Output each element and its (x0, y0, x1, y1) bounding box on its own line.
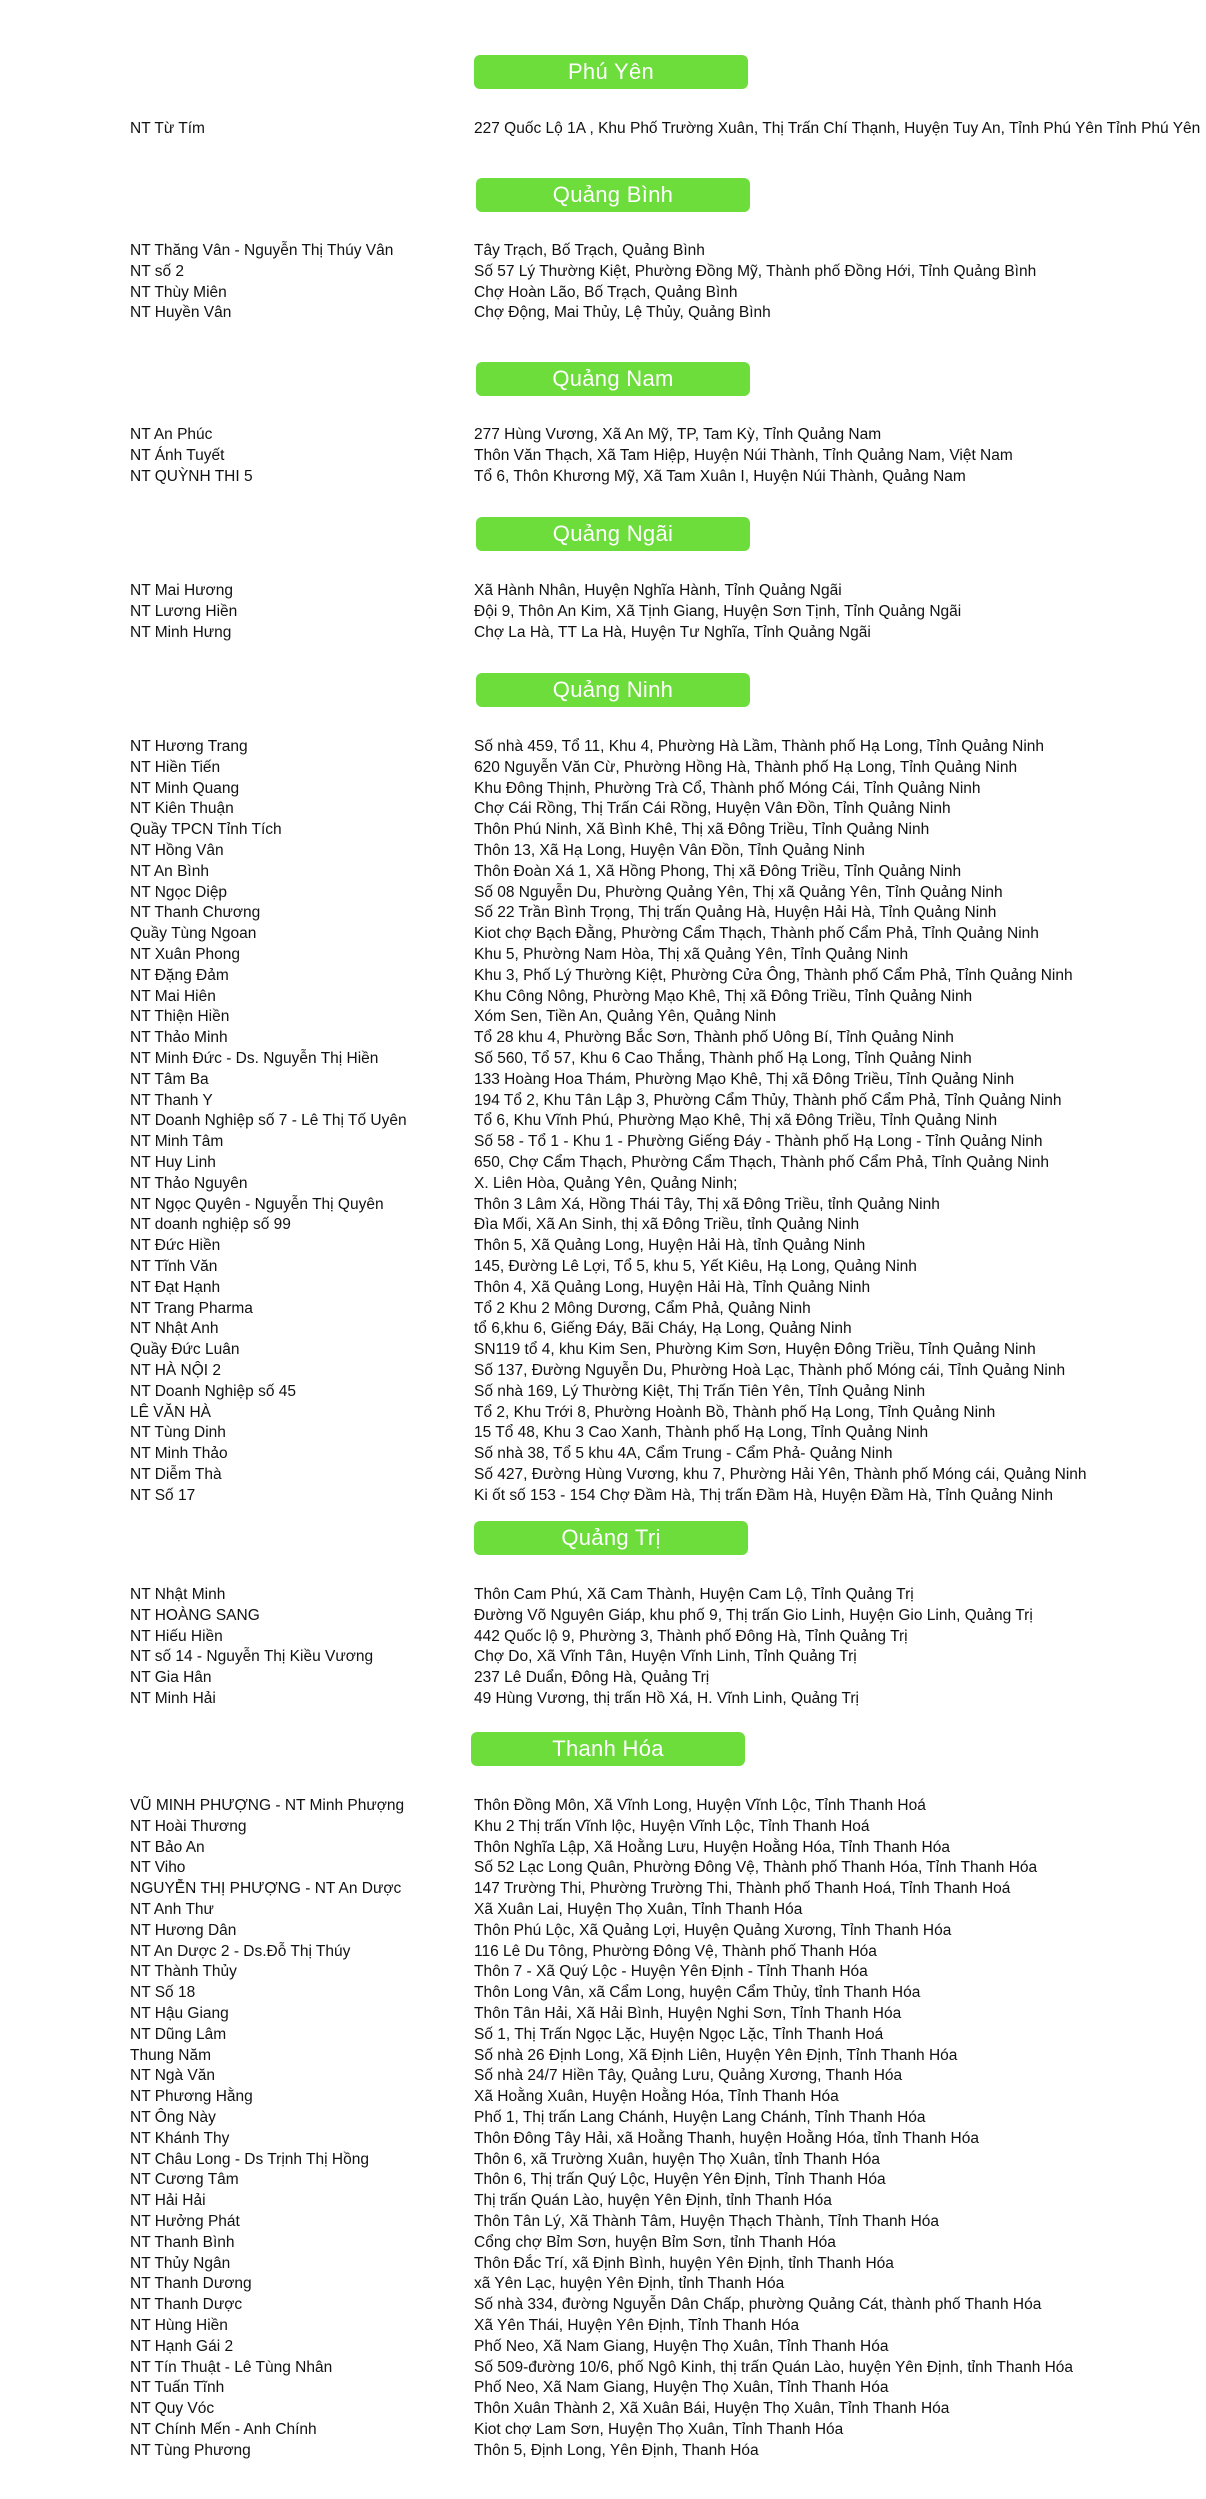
pharmacy-name: NT Thanh Chương (130, 904, 261, 922)
table-row (0, 1214, 1206, 1235)
pharmacy-name: NT Nhật Anh (130, 1320, 219, 1338)
pharmacy-address: Số 427, Đường Hùng Vương, khu 7, Phường Hải Yên, Thành phố Móng cái, Quảng Ninh (474, 1466, 1087, 1483)
pharmacy-address: Số 1, Thị Trấn Ngọc Lặc, Huyện Ngọc Lặc, Tỉnh Thanh Hoá (474, 2025, 884, 2043)
pharmacy-address: 650, Chợ Cẩm Thạch, Phường Cẩm Thạch, Thành phố Cẩm Phả, Tỉnh Quảng Ninh (474, 1154, 1049, 1171)
table-row (0, 1422, 1206, 1443)
pharmacy-address: Xã Hoằng Xuân, Huyện Hoằng Hóa, Tỉnh Thanh Hóa (474, 2088, 839, 2106)
pharmacy-address: Phố 1, Thị trấn Lang Chánh, Huyện Lang Chánh, Tỉnh Thanh Hóa (474, 2109, 926, 2126)
table-row (0, 1339, 1206, 1360)
pharmacy-address: Số 22 Trần Bình Trọng, Thị trấn Quảng Hà, Huyện Hải Hà, Tỉnh Quảng Ninh (474, 904, 997, 922)
pharmacy-name: LÊ VĂN HÀ (130, 1403, 211, 1421)
table-row (0, 1090, 1206, 1111)
pharmacy-address: Số nhà 459, Tổ 11, Khu 4, Phường Hà Lầm, Thành phố Hạ Long, Tỉnh Quảng Ninh (474, 738, 1045, 755)
pharmacy-name: NT Minh Hải (130, 1690, 216, 1707)
pharmacy-address: xã Yên Lạc, huyện Yên Định, tỉnh Thanh Hóa (474, 2275, 785, 2293)
pharmacy-name: NT Hương Trang (130, 738, 248, 755)
pharmacy-address: Chợ La Hà, TT La Hà, Huyện Tư Nghĩa, Tỉnh Quảng Ngãi (474, 623, 871, 641)
pharmacy-name: Quầy Tùng Ngoan (130, 925, 257, 943)
table-row (0, 2357, 1206, 2378)
pharmacy-address: Thôn Tân Hải, Xã Hải Bình, Huyện Nghi Sơn, Tỉnh Thanh Hóa (474, 2005, 902, 2022)
pharmacy-address: Số 137, Đường Nguyễn Du, Phường Hoà Lạc, Thành phố Móng cái, Tỉnh Quảng Ninh (474, 1362, 1066, 1379)
pharmacy-address: Thôn Đồng Môn, Xã Vĩnh Long, Huyện Vĩnh Lộc, Tỉnh Thanh Hoá (474, 1797, 926, 1814)
table-row (0, 1048, 1206, 1069)
pharmacy-address: Số 57 Lý Thường Kiệt, Phường Đồng Mỹ, Thành phố Đồng Hới, Tỉnh Quảng Bình (474, 262, 1037, 280)
pharmacy-address: Thôn 13, Xã Hạ Long, Huyện Vân Đồn, Tỉnh Quảng Ninh (474, 842, 865, 859)
pharmacy-name: NT doanh nghiệp số 99 (130, 1216, 291, 1234)
table-row (0, 2232, 1206, 2253)
pharmacy-address: Số nhà 334, đường Nguyễn Dân Chấp, phường Quảng Cát, thành phố Thanh Hóa (474, 2296, 1042, 2314)
pharmacy-address: 227 Quốc Lộ 1A , Khu Phố Trường Xuân, Thị Trấn Chí Thạnh, Huyện Tuy An, Tỉnh Phú Yên Tỉnh Phú Yên (474, 120, 1201, 137)
pharmacy-name: NT Đức Hiền (130, 1237, 221, 1255)
pharmacy-name: NT Từ Tím (130, 120, 205, 137)
pharmacy-name: NT Thủy Ngân (130, 2254, 231, 2272)
pharmacy-address: Khu 3, Phố Lý Thường Kiệt, Phường Cửa Ông, Thành phố Cẩm Phả, Tỉnh Quảng Ninh (474, 966, 1073, 984)
pharmacy-address: Thôn 6, Thị trấn Quý Lộc, Huyện Yên Định, Tỉnh Thanh Hóa (474, 2171, 886, 2189)
pharmacy-address: Thôn 5, Định Long, Yên Định, Thanh Hóa (474, 2441, 759, 2459)
table-row (0, 1961, 1206, 1982)
pharmacy-address: Phố Neo, Xã Nam Giang, Huyện Thọ Xuân, Tỉnh Thanh Hóa (474, 2379, 889, 2397)
table-row (0, 1277, 1206, 1298)
pharmacy-name: Quầy Đức Luân (130, 1341, 240, 1359)
table-row (0, 1256, 1206, 1277)
table-row (0, 1443, 1206, 1464)
pharmacy-address: Khu 5, Phường Nam Hòa, Thị xã Quảng Yên, Tỉnh Quảng Ninh (474, 946, 909, 963)
pharmacy-address: Thôn 3 Lâm Xá, Hồng Thái Tây, Thị xã Đông Triều, tỉnh Quảng Ninh (474, 1195, 940, 1213)
table-row (0, 902, 1206, 923)
pharmacy-name: NT Huy Linh (130, 1154, 216, 1171)
pharmacy-address: Thôn Tân Lý, Xã Thành Tâm, Huyện Thạch Thành, Tỉnh Thanh Hóa (474, 2213, 940, 2230)
pharmacy-address: Xóm Sen, Tiền An, Quảng Yên, Quảng Ninh (474, 1008, 777, 1026)
pharmacy-address: 147 Trường Thi, Phường Trường Thi, Thành phố Thanh Hoá, Tỉnh Thanh Hoá (474, 1880, 1011, 1898)
pharmacy-address: Chợ Cái Rồng, Thị Trấn Cái Rồng, Huyện Vân Đồn, Tỉnh Quảng Ninh (474, 800, 951, 818)
table-row (0, 2024, 1206, 2045)
table-row (0, 2128, 1206, 2149)
table-row (0, 2377, 1206, 2398)
table-row (0, 1688, 1206, 1709)
pharmacy-address: X. Liên Hòa, Quảng Yên, Quảng Ninh; (474, 1174, 738, 1192)
table-row (0, 2190, 1206, 2211)
table-row (0, 1816, 1206, 1837)
section-header: Quảng Nam (476, 362, 750, 396)
pharmacy-address: Chợ Động, Mai Thủy, Lệ Thủy, Quảng Bình (474, 304, 771, 322)
table-row (0, 1899, 1206, 1920)
table-row (0, 2211, 1206, 2232)
table-row (0, 2398, 1206, 2419)
pharmacy-name: NT Quy Vóc (130, 2400, 215, 2418)
pharmacy-name: NT Minh Thảo (130, 1445, 228, 1463)
pharmacy-name: NT Thăng Vân - Nguyễn Thị Thúy Vân (130, 242, 394, 259)
pharmacy-name: NT Doanh Nghiệp số 7 - Lê Thị Tố Uyên (130, 1112, 407, 1130)
table-row (0, 1605, 1206, 1626)
pharmacy-name: Thung Năm (130, 2046, 211, 2064)
table-row (0, 2419, 1206, 2440)
pharmacy-name: NT Mai Hiên (130, 987, 216, 1005)
pharmacy-address: Số nhà 38, Tổ 5 khu 4A, Cẩm Trung - Cẩm Phả- Quảng Ninh (474, 1445, 893, 1463)
pharmacy-address: 133 Hoàng Hoa Thám, Phường Mạo Khê, Thị xã Đông Triều, Tỉnh Quảng Ninh (474, 1070, 1015, 1088)
pharmacy-name: NT Thanh Dược (130, 2296, 243, 2314)
table-row (0, 424, 1206, 445)
pharmacy-name: NT Tĩnh Văn (130, 1258, 218, 1275)
table-row (0, 1235, 1206, 1256)
pharmacy-name: NT Hưởng Phát (130, 2213, 240, 2230)
pharmacy-address: 145, Đường Lê Lợi, Tổ 5, khu 5, Yết Kiêu, Hạ Long, Quảng Ninh (474, 1258, 917, 1275)
table-row (0, 2086, 1206, 2107)
table-row (0, 2003, 1206, 2024)
pharmacy-address: Chợ Hoàn Lão, Bố Trạch, Quảng Bình (474, 283, 738, 301)
pharmacy-name: NT Khánh Thy (130, 2129, 230, 2147)
table-row (0, 1837, 1206, 1858)
table-row (0, 1857, 1206, 1878)
table-row (0, 819, 1206, 840)
pharmacy-address: Thôn Phú Ninh, Xã Bình Khê, Thị xã Đông Triều, Tỉnh Quảng Ninh (474, 821, 930, 839)
pharmacy-name: NT Minh Quang (130, 779, 240, 797)
pharmacy-name: NT Thùy Miên (130, 283, 227, 301)
pharmacy-address: Tây Trạch, Bố Trạch, Quảng Bình (474, 242, 705, 259)
pharmacy-name: NT số 14 - Nguyễn Thị Kiều Vương (130, 1648, 374, 1666)
pharmacy-name: NT Minh Đức - Ds. Nguyễn Thị Hiền (130, 1050, 379, 1067)
table-row (0, 778, 1206, 799)
table-row (0, 1920, 1206, 1941)
pharmacy-address: Thôn Đoàn Xá 1, Xã Hồng Phong, Thị xã Đông Triều, Tỉnh Quảng Ninh (474, 862, 962, 880)
pharmacy-address: Thôn 4, Xã Quảng Long, Huyện Hải Hà, Tỉnh Quảng Ninh (474, 1278, 871, 1296)
table-row (0, 1584, 1206, 1605)
table-row (0, 1006, 1206, 1027)
pharmacy-address: tổ 6,khu 6, Giếng Đáy, Bãi Cháy, Hạ Long, Quảng Ninh (474, 1320, 852, 1338)
pharmacy-address: Thôn 7 - Xã Quý Lộc - Huyện Yên Định - Tỉnh Thanh Hóa (474, 1963, 868, 1981)
pharmacy-name: NT Hiền Tiến (130, 758, 221, 776)
pharmacy-address: SN119 tổ 4, khu Kim Sen, Phường Kim Sơn, Huyện Đông Triều, Tỉnh Quảng Ninh (474, 1341, 1036, 1359)
table-row (0, 1982, 1206, 2003)
pharmacy-address: Số nhà 24/7 Hiền Tây, Quảng Lưu, Quảng Xương, Thanh Hóa (474, 2067, 903, 2085)
pharmacy-address: Tổ 2, Khu Trới 8, Phường Hoành Bồ, Thành phố Hạ Long, Tỉnh Quảng Ninh (474, 1403, 996, 1421)
pharmacy-name: NT Chính Mến - Anh Chính (130, 2421, 317, 2438)
pharmacy-address: Số nhà 169, Lý Thường Kiệt, Thị Trấn Tiên Yên, Tỉnh Quảng Ninh (474, 1382, 926, 1400)
pharmacy-name: NT Đạt Hạnh (130, 1278, 221, 1296)
pharmacy-name: NT Huyền Vân (130, 304, 232, 322)
table-row (0, 1485, 1206, 1506)
pharmacy-name: VŨ MINH PHƯỢNG - NT Minh Phượng (130, 1797, 405, 1814)
pharmacy-address: Đội 9, Thôn An Kim, Xã Tịnh Giang, Huyện Sơn Tịnh, Tỉnh Quảng Ngãi (474, 602, 962, 620)
table-row (0, 1381, 1206, 1402)
pharmacy-name: NT Thành Thủy (130, 1963, 237, 1981)
pharmacy-name: NT Doanh Nghiệp số 45 (130, 1382, 297, 1400)
pharmacy-address: Khu Đông Thịnh, Phường Trà Cổ, Thành phố Móng Cái, Tỉnh Quảng Ninh (474, 779, 981, 797)
pharmacy-address: Thôn Cam Phú, Xã Cam Thành, Huyện Cam Lộ, Tỉnh Quảng Trị (474, 1586, 914, 1603)
pharmacy-address: Kiot chợ Bạch Đằng, Phường Cẩm Thạch, Thành phố Cẩm Phả, Tỉnh Quảng Ninh (474, 925, 1039, 943)
pharmacy-address: Số 58 - Tổ 1 - Khu 1 - Phường Giếng Đáy - Thành phố Hạ Long - Tỉnh Quảng Ninh (474, 1133, 1043, 1151)
pharmacy-address: Số 560, Tổ 57, Khu 6 Cao Thắng, Thành phố Hạ Long, Tỉnh Quảng Ninh (474, 1050, 972, 1067)
table-row (0, 1941, 1206, 1962)
section-header: Phú Yên (474, 55, 748, 89)
pharmacy-name: NT Gia Hân (130, 1669, 212, 1687)
table-row (0, 1173, 1206, 1194)
pharmacy-name: NT Ngà Văn (130, 2067, 216, 2085)
table-row (0, 1027, 1206, 1048)
pharmacy-name: NT Ngọc Diệp (130, 883, 228, 901)
table-row (0, 2149, 1206, 2170)
pharmacy-address: Số 08 Nguyễn Du, Phường Quảng Yên, Thị xã Quảng Yên, Tỉnh Quảng Ninh (474, 883, 1003, 901)
pharmacy-name: NT Hải Hải (130, 2192, 206, 2210)
table-row (0, 282, 1206, 303)
table-row (0, 302, 1206, 323)
table-row (0, 1402, 1206, 1423)
pharmacy-name: NT Đặng Đảm (130, 966, 229, 984)
table-row (0, 2336, 1206, 2357)
table-row (0, 261, 1206, 282)
pharmacy-address: 15 Tổ 48, Khu 3 Cao Xanh, Thành phố Hạ Long, Tỉnh Quảng Ninh (474, 1424, 929, 1442)
pharmacy-name: NT HÀ NỘI 2 (130, 1362, 222, 1379)
pharmacy-name: NT Tùng Dinh (130, 1424, 226, 1442)
pharmacy-name: NT Ông Này (130, 2109, 216, 2126)
pharmacy-name: NT Hiếu Hiền (130, 1627, 223, 1645)
pharmacy-address: Thị trấn Quán Lào, huyện Yên Định, tỉnh Thanh Hóa (474, 2192, 832, 2210)
pharmacy-name: NT Tâm Ba (130, 1070, 209, 1088)
pharmacy-name: NT Lương Hiền (130, 602, 238, 620)
table-row (0, 2107, 1206, 2128)
pharmacy-address: Thôn Long Vân, xã Cẩm Long, huyện Cẩm Thủy, tỉnh Thanh Hóa (474, 1984, 921, 2002)
table-row (0, 861, 1206, 882)
table-row (0, 1152, 1206, 1173)
table-row (0, 1626, 1206, 1647)
pharmacy-address: Tổ 28 khu 4, Phường Bắc Sơn, Thành phố Uông Bí, Tỉnh Quảng Ninh (474, 1029, 954, 1047)
table-row (0, 2065, 1206, 2086)
table-row (0, 601, 1206, 622)
table-row (0, 798, 1206, 819)
pharmacy-name: NT Hùng Hiền (130, 2317, 228, 2334)
pharmacy-name: NT Bảo An (130, 1838, 205, 1856)
pharmacy-address: Kiot chợ Lam Sơn, Huyện Thọ Xuân, Tỉnh Thanh Hóa (474, 2421, 844, 2438)
pharmacy-address: 49 Hùng Vương, thị trấn Hồ Xá, H. Vĩnh Linh, Quảng Trị (474, 1690, 860, 1707)
pharmacy-address: Tổ 2 Khu 2 Mông Dương, Cẩm Phả, Quảng Ninh (474, 1299, 811, 1317)
section-header: Quảng Ninh (476, 673, 750, 707)
pharmacy-address: Thôn Xuân Thành 2, Xã Xuân Bái, Huyện Thọ Xuân, Tỉnh Thanh Hóa (474, 2400, 950, 2418)
table-row (0, 2440, 1206, 2461)
pharmacy-address: 116 Lê Du Tông, Phường Đông Vệ, Thành phố Thanh Hóa (474, 1942, 877, 1960)
pharmacy-name: NT Kiên Thuận (130, 800, 234, 818)
table-row (0, 944, 1206, 965)
pharmacy-name: NT Minh Tâm (130, 1133, 224, 1151)
pharmacy-name: NT Minh Hưng (130, 623, 232, 641)
table-row (0, 1131, 1206, 1152)
pharmacy-name: NT Hồng Vân (130, 842, 224, 859)
pharmacy-name: NT Hạnh Gái 2 (130, 2337, 234, 2355)
table-row (0, 622, 1206, 643)
pharmacy-name: NT Tuấn Tĩnh (130, 2379, 225, 2397)
pharmacy-name: NT Châu Long - Ds Trịnh Thị Hồng (130, 2150, 369, 2168)
pharmacy-address: Xã Xuân Lai, Huyện Thọ Xuân, Tỉnh Thanh Hóa (474, 1901, 803, 1918)
pharmacy-name: NT Hoài Thương (130, 1817, 247, 1835)
pharmacy-address: 620 Nguyễn Văn Cừ, Phường Hồng Hà, Thành phố Hạ Long, Tỉnh Quảng Ninh (474, 758, 1018, 776)
table-row (0, 1298, 1206, 1319)
pharmacy-name: NT Số 17 (130, 1486, 196, 1504)
table-row (0, 1069, 1206, 1090)
pharmacy-name: NT Số 18 (130, 1984, 196, 2002)
table-row (0, 240, 1206, 261)
pharmacy-address: Ki ốt số 153 - 154 Chợ Đầm Hà, Thị trấn Đầm Hà, Huyện Đầm Hà, Tỉnh Quảng Ninh (474, 1486, 1054, 1504)
pharmacy-address: 194 Tổ 2, Khu Tân Lập 3, Phường Cẩm Thủy, Thành phố Cẩm Phả, Tỉnh Quảng Ninh (474, 1091, 1062, 1109)
pharmacy-address: Tổ 6, Thôn Khương Mỹ, Xã Tam Xuân I, Huyện Núi Thành, Quảng Nam (474, 467, 966, 485)
pharmacy-address: 277 Hùng Vương, Xã An Mỹ, TP, Tam Kỳ, Tỉnh Quảng Nam (474, 426, 882, 443)
pharmacy-address: Thôn Văn Thạch, Xã Tam Hiệp, Huyện Núi Thành, Tỉnh Quảng Nam, Việt Nam (474, 446, 1013, 464)
table-row (0, 466, 1206, 487)
pharmacy-name: NT số 2 (130, 262, 184, 280)
table-row (0, 1318, 1206, 1339)
pharmacy-name: NT Tùng Phương (130, 2441, 251, 2459)
table-row (0, 986, 1206, 1007)
pharmacy-name: NT Thảo Minh (130, 1029, 228, 1047)
pharmacy-name: NT Thảo Nguyên (130, 1174, 248, 1192)
pharmacy-address: Số 52 Lạc Long Quân, Phường Đông Vệ, Thành phố Thanh Hóa, Tỉnh Thanh Hóa (474, 1859, 1038, 1877)
pharmacy-address: Thôn Đắc Trí, xã Định Bình, huyện Yên Định, tỉnh Thanh Hóa (474, 2254, 894, 2272)
pharmacy-name: NT HOÀNG SANG (130, 1606, 260, 1624)
pharmacy-name: NT An Bình (130, 862, 209, 880)
pharmacy-address: Thôn Đông Tây Hải, xã Hoằng Thanh, huyện Hoằng Hóa, tỉnh Thanh Hóa (474, 2129, 979, 2147)
table-row (0, 1878, 1206, 1899)
section-header: Thanh Hóa (471, 1732, 745, 1766)
pharmacy-name: NT Anh Thư (130, 1901, 214, 1918)
table-row (0, 923, 1206, 944)
pharmacy-name: NT Dũng Lâm (130, 2025, 227, 2043)
pharmacy-address: Khu 2 Thị trấn Vĩnh lộc, Huyện Vĩnh Lộc, Tỉnh Thanh Hoá (474, 1817, 870, 1835)
pharmacy-name: NT Cương Tâm (130, 2171, 239, 2189)
table-row (0, 1464, 1206, 1485)
pharmacy-name: NT QUỲNH THI 5 (130, 467, 253, 485)
pharmacy-address: Tổ 6, Khu Vĩnh Phú, Phường Mạo Khê, Thị xã Đông Triều, Tỉnh Quảng Ninh (474, 1112, 998, 1130)
pharmacy-name: NT Hương Dân (130, 1921, 237, 1939)
pharmacy-address: Khu Công Nông, Phường Mạo Khê, Thị xã Đông Triều, Tỉnh Quảng Ninh (474, 987, 973, 1005)
table-row (0, 580, 1206, 601)
section-header: Quảng Bình (476, 178, 750, 212)
pharmacy-address: Cổng chợ Bỉm Sơn, huyện Bỉm Sơn, tỉnh Thanh Hóa (474, 2233, 836, 2251)
pharmacy-name: NT Thanh Dương (130, 2275, 252, 2293)
table-row (0, 2169, 1206, 2190)
pharmacy-address: Phố Neo, Xã Nam Giang, Huyện Thọ Xuân, Tỉnh Thanh Hóa (474, 2337, 889, 2355)
pharmacy-name: Quầy TPCN Tỉnh Tích (130, 821, 282, 839)
pharmacy-address: 442 Quốc lộ 9, Phường 3, Thành phố Đông Hà, Tỉnh Quảng Trị (474, 1627, 908, 1645)
pharmacy-address: Thôn 5, Xã Quảng Long, Huyện Hải Hà, tỉnh Quảng Ninh (474, 1237, 866, 1255)
pharmacy-name: NT Thanh Bình (130, 2233, 235, 2251)
pharmacy-address: Đường Võ Nguyên Giáp, khu phố 9, Thị trấn Gio Linh, Huyện Gio Linh, Quảng Trị (474, 1606, 1033, 1624)
pharmacy-address: Số 509-đường 10/6, phố Ngô Kinh, thị trấn Quán Lào, huyện Yên Định, tỉnh Thanh Hóa (474, 2358, 1074, 2376)
pharmacy-name: NT Viho (130, 1859, 186, 1877)
pharmacy-name: NT Thanh Y (130, 1091, 213, 1109)
table-row (0, 2273, 1206, 2294)
pharmacy-name: NT Thiện Hiền (130, 1008, 230, 1026)
table-row (0, 840, 1206, 861)
table-row (0, 2294, 1206, 2315)
pharmacy-name: NT Mai Hương (130, 582, 233, 599)
pharmacy-name: NT Xuân Phong (130, 946, 241, 963)
section-header: Quảng Trị (474, 1521, 748, 1555)
table-row (0, 1646, 1206, 1667)
table-row (0, 2253, 1206, 2274)
pharmacy-name: NT Nhật Minh (130, 1586, 226, 1603)
pharmacy-address: Thôn 6, xã Trường Xuân, huyện Thọ Xuân, tỉnh Thanh Hóa (474, 2150, 881, 2168)
pharmacy-address: Xã Hành Nhân, Huyện Nghĩa Hành, Tỉnh Quảng Ngãi (474, 582, 842, 599)
pharmacy-name: NT An Phúc (130, 426, 213, 443)
table-row (0, 2315, 1206, 2336)
pharmacy-name: NT Hậu Giang (130, 2005, 229, 2022)
table-row (0, 965, 1206, 986)
table-row (0, 1110, 1206, 1131)
pharmacy-name: NT Tín Thuật - Lê Tùng Nhân (130, 2358, 333, 2376)
pharmacy-name: NT Ánh Tuyết (130, 446, 225, 464)
table-row (0, 1194, 1206, 1215)
pharmacy-address: 237 Lê Duẩn, Đông Hà, Quảng Trị (474, 1669, 710, 1687)
table-row (0, 1360, 1206, 1381)
pharmacy-name: NT Phương Hằng (130, 2088, 253, 2106)
pharmacy-address: Chợ Do, Xã Vĩnh Tân, Huyện Vĩnh Linh, Tỉnh Quảng Trị (474, 1648, 857, 1666)
pharmacy-address: Thôn Phú Lộc, Xã Quảng Lợi, Huyện Quảng Xương, Tỉnh Thanh Hóa (474, 1921, 952, 1939)
pharmacy-name: NT Trang Pharma (130, 1299, 253, 1317)
table-row (0, 736, 1206, 757)
section-header: Quảng Ngãi (476, 517, 750, 551)
pharmacy-address: Đìa Mối, Xã An Sinh, thị xã Đông Triều, tỉnh Quảng Ninh (474, 1216, 860, 1234)
pharmacy-name: NT Ngọc Quyên - Nguyễn Thị Quyên (130, 1195, 384, 1213)
table-row (0, 118, 1206, 139)
pharmacy-name: NGUYỄN THỊ PHƯỢNG - NT An Dược (130, 1880, 402, 1898)
table-row (0, 1795, 1206, 1816)
pharmacy-name: NT Diễm Thà (130, 1466, 222, 1483)
pharmacy-address: Số nhà 26 Định Long, Xã Định Liên, Huyện Yên Định, Tỉnh Thanh Hóa (474, 2046, 958, 2064)
table-row (0, 445, 1206, 466)
table-row (0, 882, 1206, 903)
table-row (0, 1667, 1206, 1688)
table-row (0, 2045, 1206, 2066)
table-row (0, 757, 1206, 778)
pharmacy-address: Xã Yên Thái, Huyện Yên Định, Tỉnh Thanh Hóa (474, 2317, 800, 2334)
pharmacy-name: NT An Dược 2 - Ds.Đỗ Thị Thúy (130, 1942, 351, 1960)
pharmacy-address: Thôn Nghĩa Lập, Xã Hoằng Lưu, Huyện Hoằng Hóa, Tỉnh Thanh Hóa (474, 1838, 950, 1856)
